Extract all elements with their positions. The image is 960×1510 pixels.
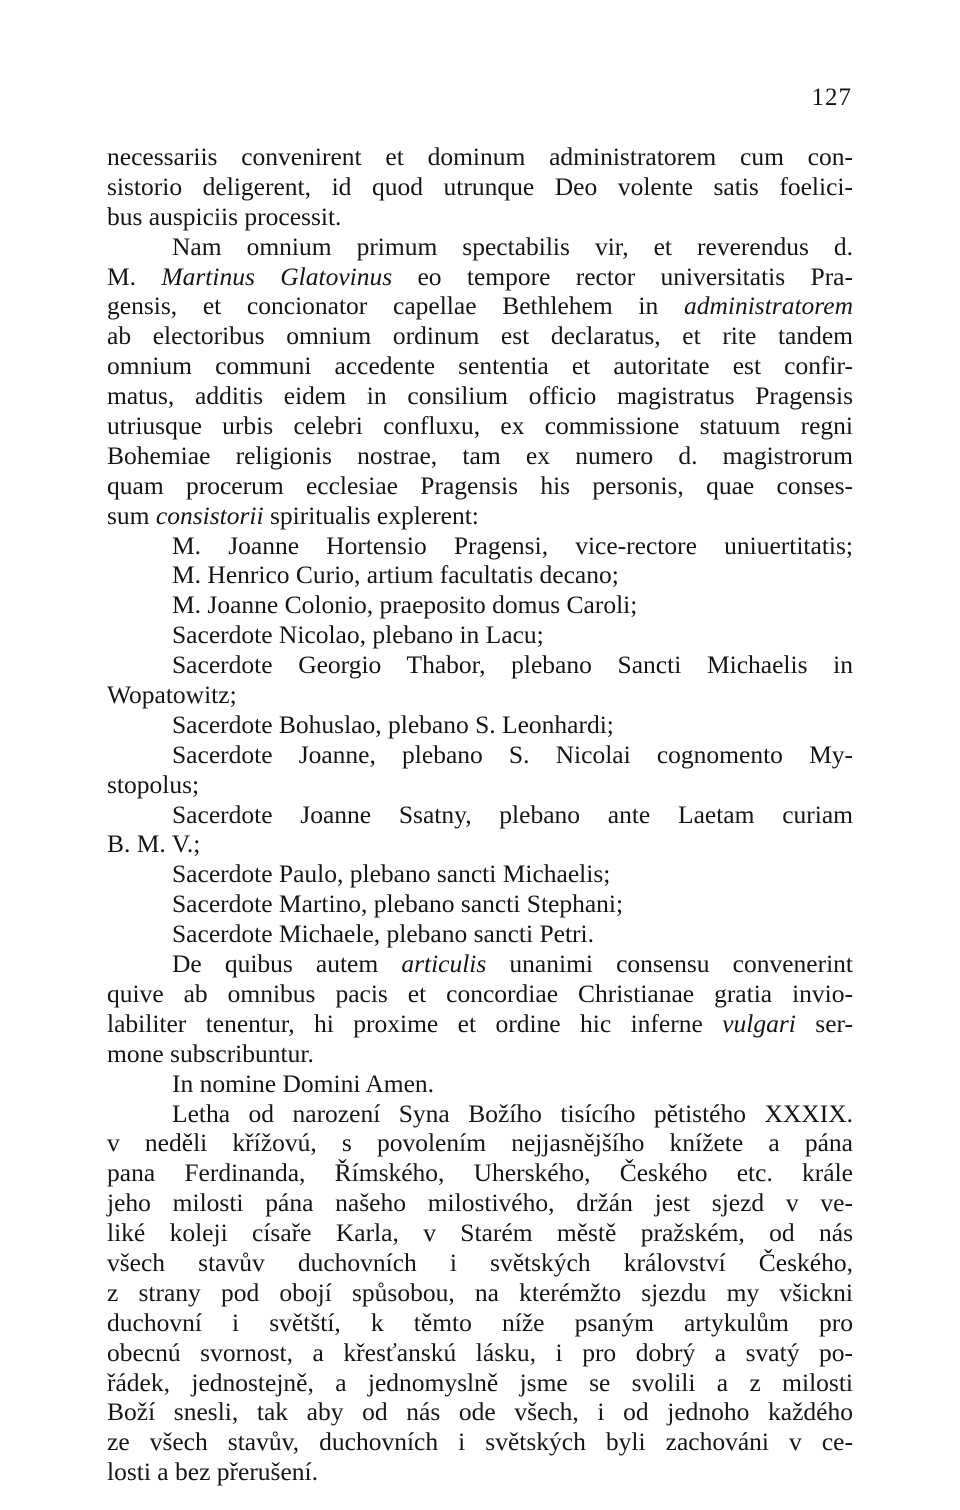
text-line: [107, 650, 853, 680]
line-text: De quibus autem: [172, 949, 402, 979]
line-text: M. Joanne Hortensio Pragensi, vice-rectore uniuertitatis;: [172, 530, 853, 560]
line-text: ser-: [795, 1008, 853, 1038]
line-text: sum: [107, 500, 156, 530]
text-line: [107, 1278, 853, 1308]
line-text: Letha od narození Syna Božího tisícího pětistého XXXIX.: [172, 1098, 853, 1128]
line-text: utriusque urbis celebri confluxu, ex commissione statuum regni: [107, 411, 853, 441]
line-text: Sacerdote Martino, plebano sancti Stephani;: [172, 889, 624, 919]
line-text: quive ab omnibus pacis et concordiae Christianae gratia invio-: [107, 978, 853, 1008]
text-line: [107, 232, 853, 262]
text-line: [107, 1218, 853, 1248]
line-text: M. Joanne Colonio, praeposito domus Caroli;: [172, 590, 638, 620]
line-text: M. Henrico Curio, artium facultatis decano;: [172, 560, 619, 590]
text-line: [107, 979, 853, 1009]
text-line: [107, 1308, 853, 1338]
line-text: labiliter tenentur, hi proxime et ordine hic inferne: [107, 1008, 723, 1038]
text-line: [107, 1338, 853, 1368]
text-line: [107, 202, 853, 232]
line-text: ab electoribus omnium ordinum est declaratus, et rite tandem: [107, 321, 853, 351]
line-text: quam procerum ecclesiae Pragensis his personis, quae conses-: [107, 470, 853, 500]
italic-term: administratorem: [683, 291, 853, 321]
line-text: liké koleji císaře Karla, v Starém městě pražském, od nás: [107, 1218, 853, 1248]
line-text: sistorio deligerent, id quod utrunque Deo volente satis foelici-: [107, 171, 853, 201]
line-text: Bohemiae religionis nostrae, tam ex numero d. magistrorum: [107, 440, 853, 470]
line-text: B. M. V.;: [107, 829, 201, 859]
text-line: [107, 620, 853, 650]
line-text: Sacerdote Michaele, plebano sancti Petri.: [172, 919, 595, 949]
italic-term: consistorii: [155, 500, 264, 530]
text-line: [107, 770, 853, 800]
italic-term: vulgari: [722, 1008, 796, 1038]
line-text: Sacerdote Nicolao, plebano in Lacu;: [172, 620, 544, 650]
line-text: omnium communi accedente sententia et autoritate est confir-: [107, 351, 853, 381]
line-text: losti a bez přerušení.: [107, 1457, 319, 1487]
text-line: [107, 590, 853, 620]
line-text: Sacerdote Georgio Thabor, plebano Sancti Michaelis in: [172, 650, 853, 680]
italic-term: articulis: [401, 949, 487, 979]
line-text: Sacerdote Joanne Ssatny, plebano ante Laetam curiam: [172, 799, 853, 829]
text-line: [107, 710, 853, 740]
line-text: v neděli křížovú, s povolením nejjasnějšího knížete a pána: [107, 1128, 853, 1158]
text-line: [107, 740, 853, 770]
line-text: mone subscribuntur.: [107, 1038, 314, 1068]
line-text: řádek, jednostejně, a jednomyslně jsme se svolili a z milosti: [107, 1367, 853, 1397]
line-text: bus auspiciis processit.: [107, 201, 342, 231]
text-line: [107, 142, 853, 172]
text-line: [107, 1248, 853, 1278]
line-text: Wopatowitz;: [107, 680, 237, 710]
text-line: [107, 1427, 853, 1457]
line-text: matus, additis eidem in consilium officio magistratus Pragensis: [107, 381, 853, 411]
line-text: stopolus;: [107, 769, 200, 799]
line-text: ze všech stavův, duchovních i světských byli zachováni v ce-: [107, 1427, 853, 1457]
text-line: [107, 560, 853, 590]
text-line: [107, 859, 853, 889]
line-text: spiritualis explerent:: [263, 500, 479, 530]
line-text: M.: [107, 261, 162, 291]
text-line: [107, 1099, 853, 1129]
text-line: [107, 1069, 853, 1099]
text-line: [107, 291, 853, 321]
text-line: [107, 949, 853, 979]
text-line: [107, 471, 853, 501]
text-line: [107, 411, 853, 441]
text-line: [107, 1368, 853, 1398]
line-text: Nam omnium primum spectabilis vir, et reverendus d.: [172, 231, 853, 261]
text-line: [107, 262, 853, 292]
text-line: [107, 829, 853, 859]
line-text: duchovní i světští, k těmto níže psaným artykulům pro: [107, 1307, 853, 1337]
line-text: obecnú svornost, a křesťanskú lásku, i pro dobrý a svatý po-: [107, 1337, 853, 1367]
text-line: [107, 1457, 853, 1487]
line-text: Sacerdote Joanne, plebano S. Nicolai cognomento My-: [172, 739, 853, 769]
text-line: [107, 889, 853, 919]
line-text: eo tempore rector universitatis Pra-: [392, 261, 853, 291]
text-line: [107, 1009, 853, 1039]
text-line: [107, 1397, 853, 1427]
page-number: 127: [811, 84, 852, 111]
text-line: [107, 680, 853, 710]
line-text: necessariis convenirent et dominum administratorem cum con-: [107, 142, 853, 171]
line-text: Boží snesli, tak aby od nás ode všech, i od jednoho každého: [107, 1397, 853, 1427]
line-text: Sacerdote Paulo, plebano sancti Michaelis;: [172, 859, 611, 889]
line-text: gensis, et concionator capellae Bethlehem in: [107, 291, 684, 321]
italic-term: Martinus Glatovinus: [161, 261, 393, 291]
line-text: všech stavův duchovních i světských království Českého,: [107, 1247, 853, 1277]
text-line: [107, 351, 853, 381]
text-line: [107, 501, 853, 531]
text-line: [107, 1188, 853, 1218]
text-line: [107, 381, 853, 411]
text-line: [107, 919, 853, 949]
text-line: [107, 172, 853, 202]
text-line: [107, 800, 853, 830]
body-text: [107, 142, 853, 1487]
line-text: In nomine Domini Amen.: [172, 1068, 435, 1098]
line-text: Sacerdote Bohuslao, plebano S. Leonhardi;: [172, 709, 614, 739]
text-line: [107, 1039, 853, 1069]
text-line: [107, 531, 853, 561]
text-line: [107, 1158, 853, 1188]
line-text: pana Ferdinanda, Římského, Uherského, Českého etc. krále: [107, 1158, 853, 1188]
line-text: jeho milosti pána našeho milostivého, držán jest sjezd v ve-: [107, 1188, 853, 1218]
text-line: [107, 321, 853, 351]
text-line: [107, 1128, 853, 1158]
line-text: unanimi consensu convenerint: [486, 949, 853, 979]
text-line: [107, 441, 853, 471]
line-text: z strany pod obojí spůsobou, na kterémžto sjezdu my všickni: [107, 1277, 853, 1307]
